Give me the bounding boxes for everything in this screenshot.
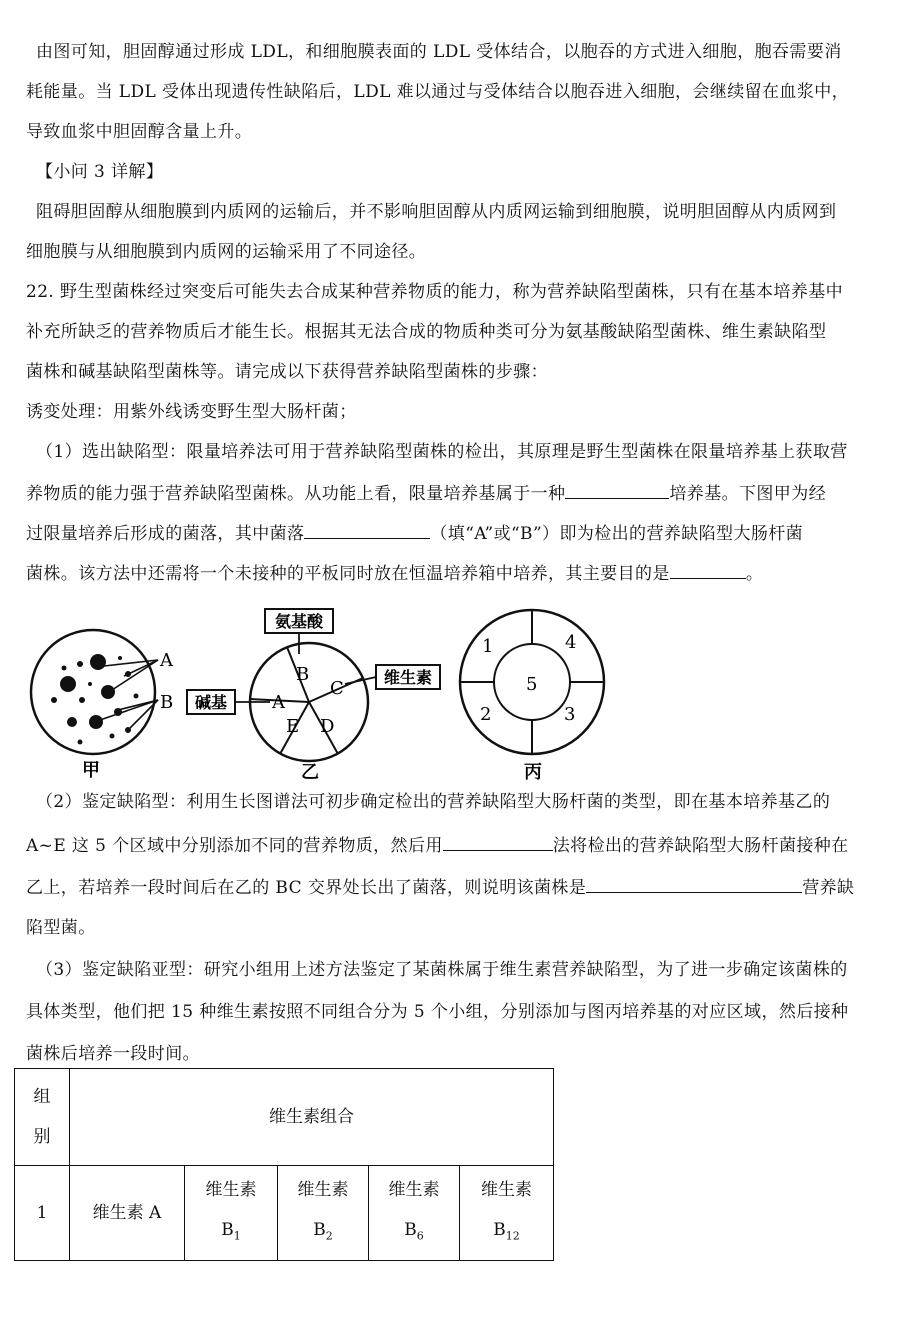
paragraph-line-with-blank: [26, 480, 826, 506]
vitamin-code: [369, 1210, 459, 1256]
caption-jia: 甲: [82, 760, 100, 781]
line-text-after: 法将检出的营养缺陷型大肠杆菌接种在: [552, 836, 849, 856]
paragraph-line-with-blank: [26, 520, 803, 546]
answer-blank[interactable]: [304, 520, 430, 539]
sector-a: A: [272, 692, 285, 713]
vitamin-cell: 维生素 A: [70, 1166, 185, 1261]
line-text-after: 培养基。下图甲为经: [669, 484, 827, 504]
line-text: 乙上，若培养一段时间后在乙的 BC 交界处长出了菌落，则说明该菌株是: [26, 878, 587, 898]
answer-blank[interactable]: [586, 874, 802, 893]
caption-bing: 丙: [524, 762, 542, 783]
line-text-after: 。: [745, 564, 764, 584]
paragraph-line: 细胞膜与从细胞膜到内质网的运输采用了不同途径。: [26, 242, 427, 262]
vitamin-letter: B: [313, 1219, 326, 1240]
vitamin-code: [460, 1210, 553, 1256]
group-number: 1: [15, 1166, 70, 1261]
label-b: B: [160, 692, 174, 713]
paragraph-line: （3）鉴定缺陷亚型：研究小组用上述方法鉴定了某菌株属于维生素营养缺陷型，为了进一步确定该菌株的: [36, 960, 848, 980]
paragraph-line-with-blank: [26, 874, 854, 900]
vitamin-name: 维生素: [388, 1179, 440, 1200]
paragraph-line: 耗能量。当 LDL 受体出现遗传性缺陷后，LDL 难以通过与受体结合以胞吞进入细胞，会继续留在血浆中，: [26, 82, 850, 102]
paragraph-line: （1）选出缺陷型：限量培养法可用于营养缺陷型菌株的检出，其原理是野生型菌株在限量培养基上获取营: [36, 442, 848, 462]
sector-e: E: [286, 716, 300, 737]
line-text: 过限量培养后形成的菌落，其中菌落: [26, 524, 305, 544]
vitamin-subscript: 1: [233, 1229, 241, 1243]
paragraph-line: 陷型菌。: [26, 918, 96, 938]
vitamin-code: [185, 1210, 277, 1256]
group-header-line: 组: [33, 1087, 51, 1107]
paragraph-line-with-blank: [26, 832, 849, 858]
line-text: A~E 这 5 个区域中分别添加不同的营养物质，然后用: [26, 836, 443, 856]
region-4: 4: [565, 632, 577, 653]
paragraph-line: 导致血浆中胆固醇含量上升。: [26, 122, 253, 142]
vitamin-code: [278, 1210, 368, 1256]
region-2: 2: [480, 704, 492, 725]
paragraph-line: 具体类型，他们把 15 种维生素按照不同组合分为 5 个小组，分别添加与图丙培养基的对应区域，然后接种: [26, 1002, 849, 1022]
vitamin-letter: B: [404, 1219, 417, 1240]
paragraph-line: 菌株和碱基缺陷型菌株等。请完成以下获得营养缺陷型菌株的步骤：: [26, 362, 548, 382]
caption-yi: 乙: [301, 762, 319, 783]
vitamin-cell: [369, 1166, 460, 1261]
group-header-line: 别: [33, 1127, 51, 1147]
vitamin-name: 维生素: [297, 1179, 349, 1200]
figure-jia-yi-bing: [20, 604, 577, 784]
vitamin-letter: B: [221, 1219, 234, 1240]
paragraph-line: （2）鉴定缺陷型：利用生长图谱法可初步确定检出的营养缺陷型大肠杆菌的类型，即在基本培养基乙的: [36, 792, 831, 812]
colonies: [51, 654, 139, 745]
paragraph-line: 诱变处理：用紫外线诱变野生型大肠杆菌；: [26, 402, 357, 422]
section-heading: 【小问 3 详解】: [36, 162, 164, 182]
box-vitamin-text: 维生素: [383, 668, 433, 687]
vitamin-subscript: 12: [505, 1229, 520, 1243]
table-header-row: [15, 1069, 554, 1166]
combo-header: 维生素组合: [70, 1069, 554, 1166]
figure-bing: [460, 610, 604, 783]
line-text: 养物质的能力强于营养缺陷型菌株。从功能上看，限量培养基属于一种: [26, 484, 566, 504]
box-base-text: 碱基: [194, 693, 228, 712]
region-5: 5: [526, 674, 538, 695]
region-1: 1: [482, 636, 494, 657]
vitamin-subscript: 2: [325, 1229, 333, 1243]
figure-yi: [187, 609, 440, 783]
line-text-after: （填“A”或“B”）即为检出的营养缺陷型大肠杆菌: [430, 524, 804, 544]
vitamin-name: 维生素: [205, 1179, 257, 1200]
table-row: [15, 1166, 554, 1261]
answer-blank[interactable]: [443, 832, 553, 851]
group-header: [15, 1069, 70, 1166]
vitamin-subscript: 6: [416, 1229, 424, 1243]
sector-c: C: [330, 678, 344, 699]
paragraph-line: 阻碍胆固醇从细胞膜到内质网的运输后，并不影响胆固醇从内质网运输到细胞膜，说明胆固醇从内质网到: [36, 202, 837, 222]
question-stem: 22. 野生型菌株经过突变后可能失去合成某种营养物质的能力，称为营养缺陷型菌株，只有在基本培养基中: [26, 282, 844, 302]
sector-b: B: [296, 664, 310, 685]
answer-blank[interactable]: [565, 480, 669, 499]
line-text-after: 营养缺: [802, 878, 855, 898]
box-amino-acid-text: 氨基酸: [274, 612, 324, 631]
petri-dish-jia: [31, 630, 155, 754]
vitamin-name: 维生素: [481, 1179, 532, 1200]
vitamin-cell: [460, 1166, 554, 1261]
paragraph-line: 菌株后培养一段时间。: [26, 1044, 200, 1064]
vitamin-cell: [185, 1166, 278, 1261]
vitamin-combination-table: [14, 1068, 554, 1261]
paragraph-line: 由图可知，胆固醇通过形成 LDL，和细胞膜表面的 LDL 受体结合，以胞吞的方式进入细胞，胞吞需要消: [36, 42, 842, 62]
vitamin-cell: [278, 1166, 369, 1261]
answer-blank[interactable]: [670, 560, 746, 579]
line-text: 菌株。该方法中还需将一个未接种的平板同时放在恒温培养箱中培养，其主要目的是: [26, 564, 670, 584]
sector-d: D: [320, 716, 335, 737]
label-a: A: [160, 650, 173, 671]
figure-jia: [31, 630, 174, 781]
paragraph-line: 补充所缺乏的营养物质后才能生长。根据其无法合成的物质种类可分为氨基酸缺陷型菌株、维生素缺陷型: [26, 322, 827, 342]
vitamin-letter: B: [493, 1219, 506, 1240]
paragraph-line-with-blank: [26, 560, 763, 586]
region-3: 3: [564, 704, 576, 725]
